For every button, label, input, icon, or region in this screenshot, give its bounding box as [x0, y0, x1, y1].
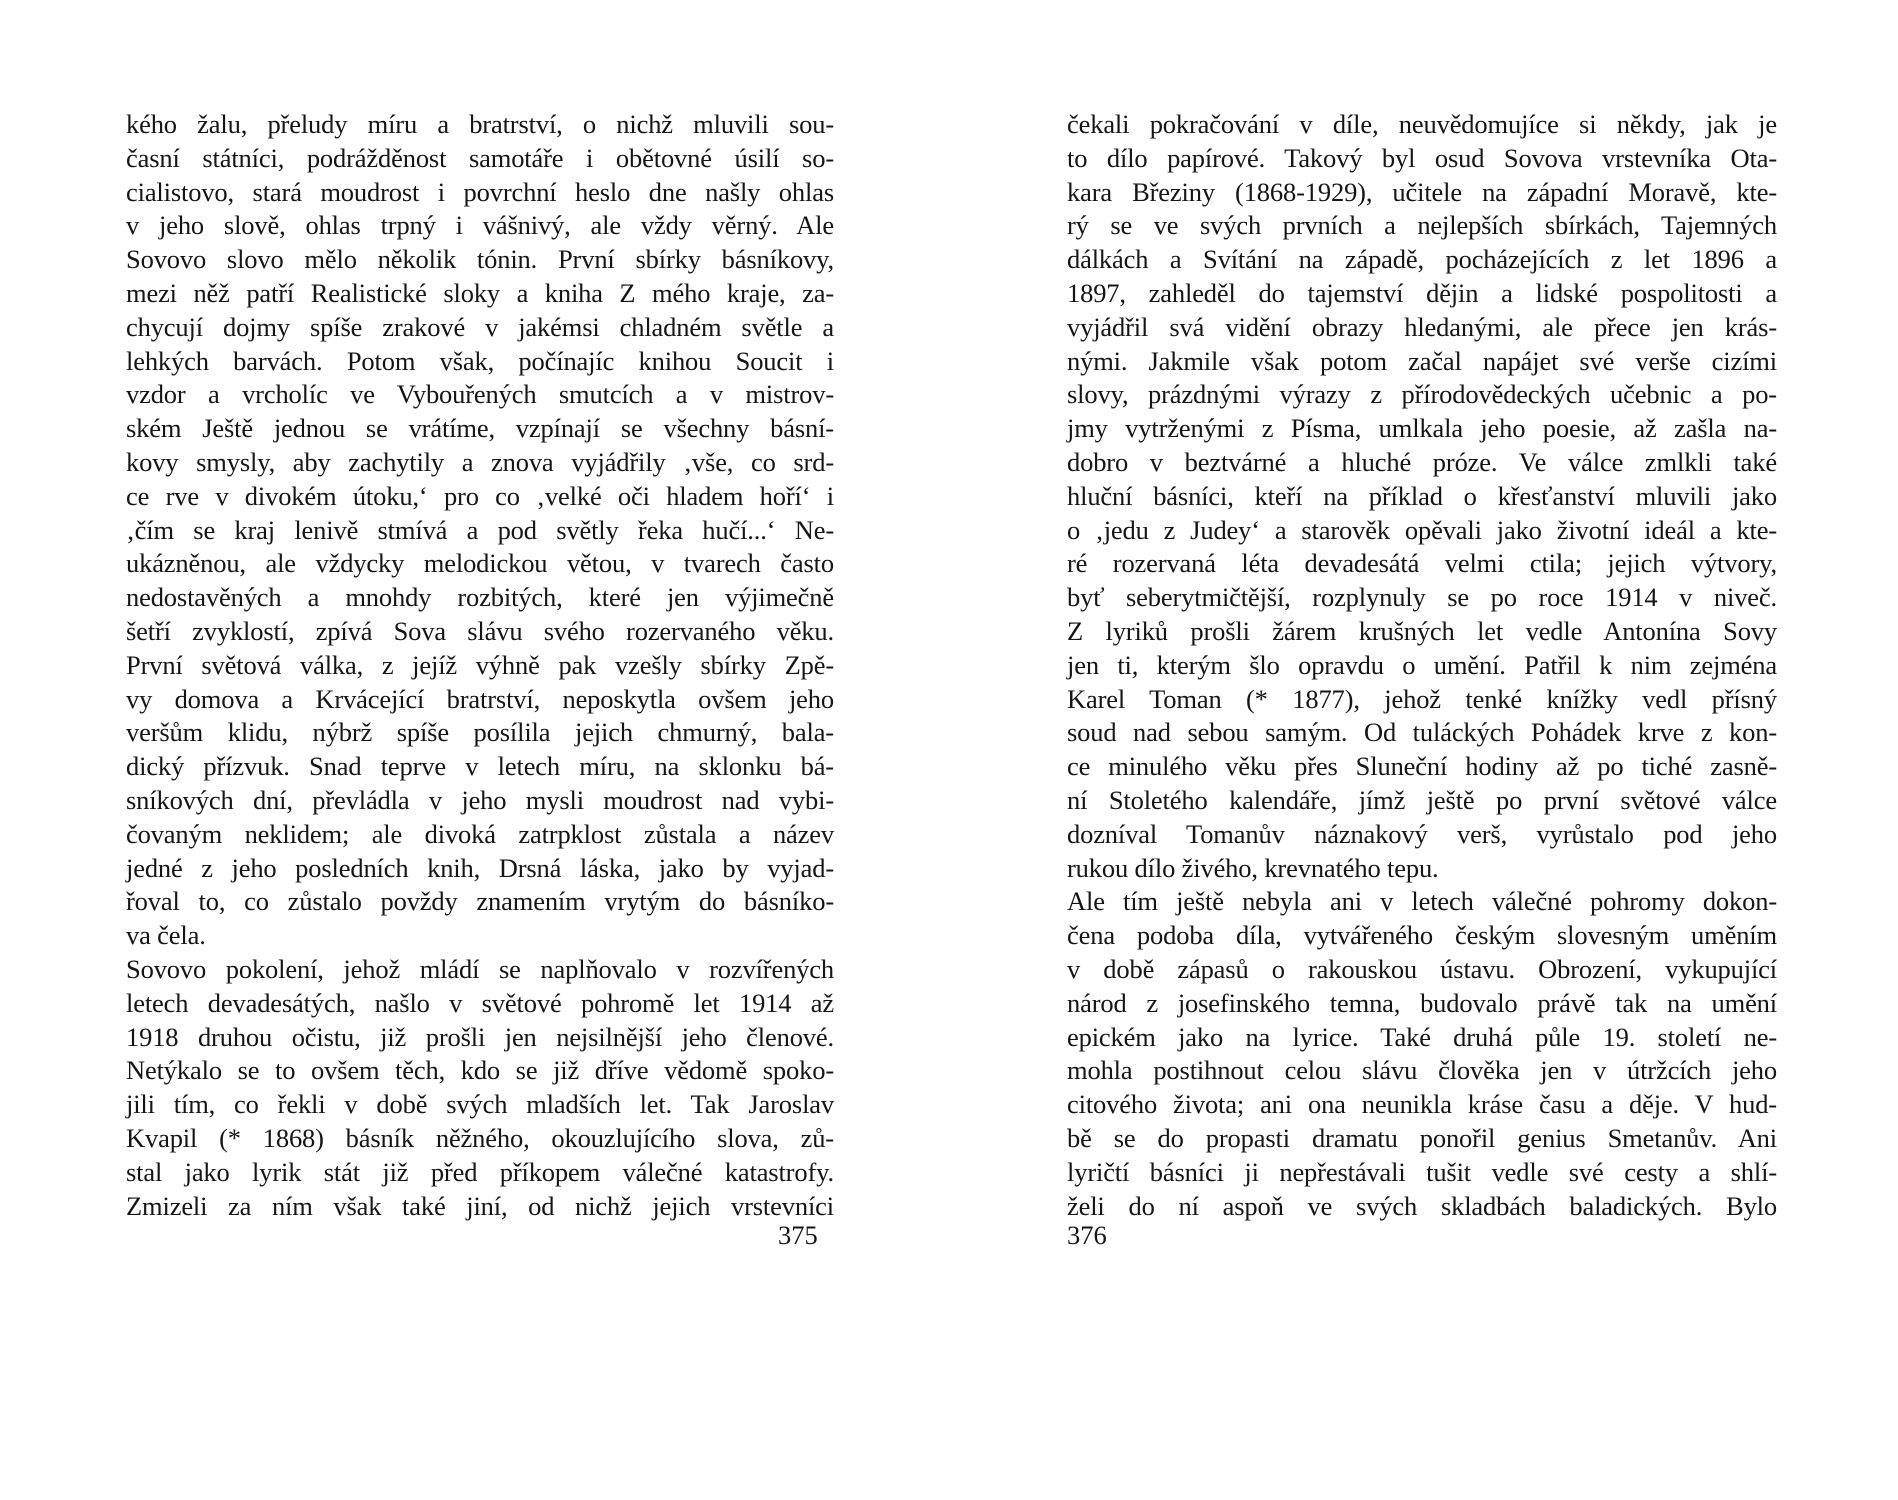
text-line: ré rozervaná léta devadesátá velmi ctila; jejich výtvory, [1067, 548, 1777, 579]
text-line: Kvapil (* 1868) básník něžného, okouzlujícího slova, zů- [126, 1122, 834, 1153]
text-line: rý se ve svých prvních a nejlepších sbírkách, Tajemných [1067, 210, 1777, 241]
text-line: lehkých barvách. Potom však, počínajíc knihou Soucit i [126, 345, 834, 376]
text-line: ce minulého věku přes Sluneční hodiny až po tiché zasně- [1067, 751, 1777, 782]
text-line: vyjádřil svá vidění obrazy hledanými, ale přece jen krás- [1067, 311, 1777, 342]
text-line: řoval to, co zůstalo povždy znamením vrytým do básníko- [126, 886, 834, 917]
text-line: šetří zvyklostí, zpívá Sova slávu svého rozervaného věku. [126, 615, 834, 646]
text-line: čovaným neklidem; ale divoká zatrpklost zůstala a název [126, 818, 834, 849]
text-line: národ z josefinského temna, budovalo právě tak na umění [1067, 987, 1777, 1018]
text-line: dozníval Tomanův náznakový verš, vyrůstalo pod jeho [1067, 818, 1777, 849]
text-line: Sovovo pokolení, jehož mládí se naplňovalo v rozvířených [126, 953, 834, 984]
text-line: Z lyriků prošli žárem krušných let vedle Antonína Sovy [1067, 615, 1777, 646]
text-line: v době zápasů o rakouskou ústavu. Obrození, vykupující [1067, 953, 1777, 984]
text-line: stal jako lyrik stát již před příkopem válečné katastrofy. [126, 1156, 834, 1187]
text-line: veršům klidu, nýbrž spíše posílila jejich chmurný, bala- [126, 717, 834, 748]
text-line: rukou dílo živého, krevnatého tepu. [1067, 852, 1439, 883]
text-line: Karel Toman (* 1877), jehož tenké knížky vedl přísný [1067, 683, 1777, 714]
text-line: kara Březiny (1868-1929), učitele na západní Moravě, kte- [1067, 176, 1777, 207]
text-line: letech devadesátých, našlo v světové pohromě let 1914 až [126, 987, 834, 1018]
text-line: bě se do propasti dramatu ponořil genius Smetanův. Ani [1067, 1122, 1777, 1153]
text-line: lyričtí básníci ji nepřestávali tušit vedle své cesty a shlí- [1067, 1156, 1777, 1187]
text-line: kého žalu, přeludy míru a bratrství, o nichž mluvili sou- [126, 109, 834, 139]
text-line: Netýkalo se to ovšem těch, kdo se již dříve vědomě spoko- [126, 1055, 834, 1086]
text-line: jili tím, co řekli v době svých mladších let. Tak Jaroslav [126, 1089, 834, 1120]
text-line: vy domova a Krvácející bratrství, neposkytla ovšem jeho [126, 683, 834, 714]
text-line: ském Ještě jednou se vrátíme, vzpínají se všechny básní- [126, 413, 834, 444]
text-line: dálkách a Svítání na západě, pocházejících z let 1896 a [1067, 244, 1777, 275]
text-line: 1897, zahleděl do tajemství dějin a lidské pospolitosti a [1067, 277, 1777, 308]
text-line: nými. Jakmile však potom začal napájet své verše cizími [1067, 345, 1777, 376]
text-line: dobro v beztvárné a hluché próze. Ve válce zmlkli také [1067, 446, 1777, 477]
text-line: nedostavěných a mnohdy rozbitých, které jen výjimečně [126, 582, 834, 613]
text-line: jmy vytrženými z Písma, umlkala jeho poesie, až zašla na- [1067, 413, 1777, 444]
text-line: epickém jako na lyrice. Také druhá půle 19. století ne- [1067, 1021, 1777, 1052]
text-line: dický přízvuk. Snad teprve v letech míru, na sklonku bá- [126, 751, 834, 782]
text-line: vzdor a vrcholíc ve Vybouřených smutcích a v mistrov- [126, 379, 834, 410]
right-page-text [1067, 108, 1777, 1223]
text-line: želi do ní aspoň ve svých skladbách baladických. Bylo [1067, 1190, 1777, 1221]
text-line: První světová válka, z jejíž výhně pak vzešly sbírky Zpě- [126, 649, 834, 680]
text-line: to dílo papírové. Takový byl osud Sovova vrstevníka Ota- [1067, 142, 1777, 173]
text-line: ní Stoletého kalendáře, jímž ještě po první světové válce [1067, 784, 1777, 815]
text-line: citového života; ani ona neunikla kráse času a děje. V hud- [1067, 1089, 1777, 1120]
text-line: ukázněnou, ale vždycky melodickou větou, v tvarech často [126, 548, 834, 579]
text-line: chycují dojmy spíše zrakové v jakémsi chladném světle a [126, 311, 834, 342]
text-line: ‚čím se kraj lenivě stmívá a pod světly řeka hučí...‘ Ne- [126, 514, 834, 545]
text-line: slovy, prázdnými výrazy z přírodovědeckých učebnic a po- [1067, 379, 1777, 410]
text-line: byť seberytmičtější, rozplynuly se po roce 1914 v niveč. [1067, 582, 1777, 613]
text-line: hluční básníci, kteří na příklad o křesťanství mluvili jako [1067, 480, 1777, 511]
text-line: čena podoba díla, vytvářeného českým slovesným uměním [1067, 920, 1777, 951]
text-line: ce rve v divokém útoku,‘ pro co ‚velké oči hladem hoří‘ i [126, 480, 834, 511]
left-page-text [126, 108, 834, 1223]
text-line: cialistovo, stará moudrost i povrchní heslo dne našly ohlas [126, 176, 834, 207]
text-line: o ‚jedu z Judey‘ a starověk opěvali jako životní ideál a kte- [1067, 514, 1777, 545]
text-line: soud nad sebou samým. Od tuláckých Pohádek krve z kon- [1067, 717, 1777, 748]
text-line: kovy smysly, aby zachytily a znova vyjádřily ‚vše, co srd- [126, 446, 834, 477]
right-page [949, 0, 1898, 1500]
text-line: mohla postihnout celou slávu člověka jen v útržcích jeho [1067, 1055, 1777, 1086]
text-line: Sovovo slovo mělo několik tónin. První sbírky básníkovy, [126, 244, 834, 275]
text-line: sníkových dní, převládla v jeho mysli moudrost nad vybi- [126, 784, 834, 815]
text-line: jedné z jeho posledních knih, Drsná láska, jako by vyjad- [126, 852, 834, 883]
left-page-number: 375 [778, 1220, 818, 1250]
text-line: va čela. [126, 920, 206, 951]
text-line: 1918 druhou očistu, již prošli jen nejsilnější jeho členové. [126, 1021, 834, 1052]
text-line: jen ti, kterým šlo opravdu o umění. Patřil k nim zejména [1067, 649, 1777, 680]
text-line: v jeho slově, ohlas trpný i vášnivý, ale vždy věrný. Ale [126, 210, 834, 241]
text-line: Ale tím ještě nebyla ani v letech válečné pohromy dokon- [1067, 886, 1777, 917]
text-line: časní státníci, podrážděnost samotáře i obětovné úsilí so- [126, 142, 834, 173]
right-page-number: 376 [1067, 1220, 1107, 1250]
text-line: Zmizeli za ním však také jiní, od nichž jejich vrstevníci [126, 1190, 834, 1221]
text-line: mezi něž patří Realistické sloky a kniha Z mého kraje, za- [126, 277, 834, 308]
text-line: čekali pokračování v díle, neuvědomujíce si někdy, jak je [1067, 109, 1777, 139]
